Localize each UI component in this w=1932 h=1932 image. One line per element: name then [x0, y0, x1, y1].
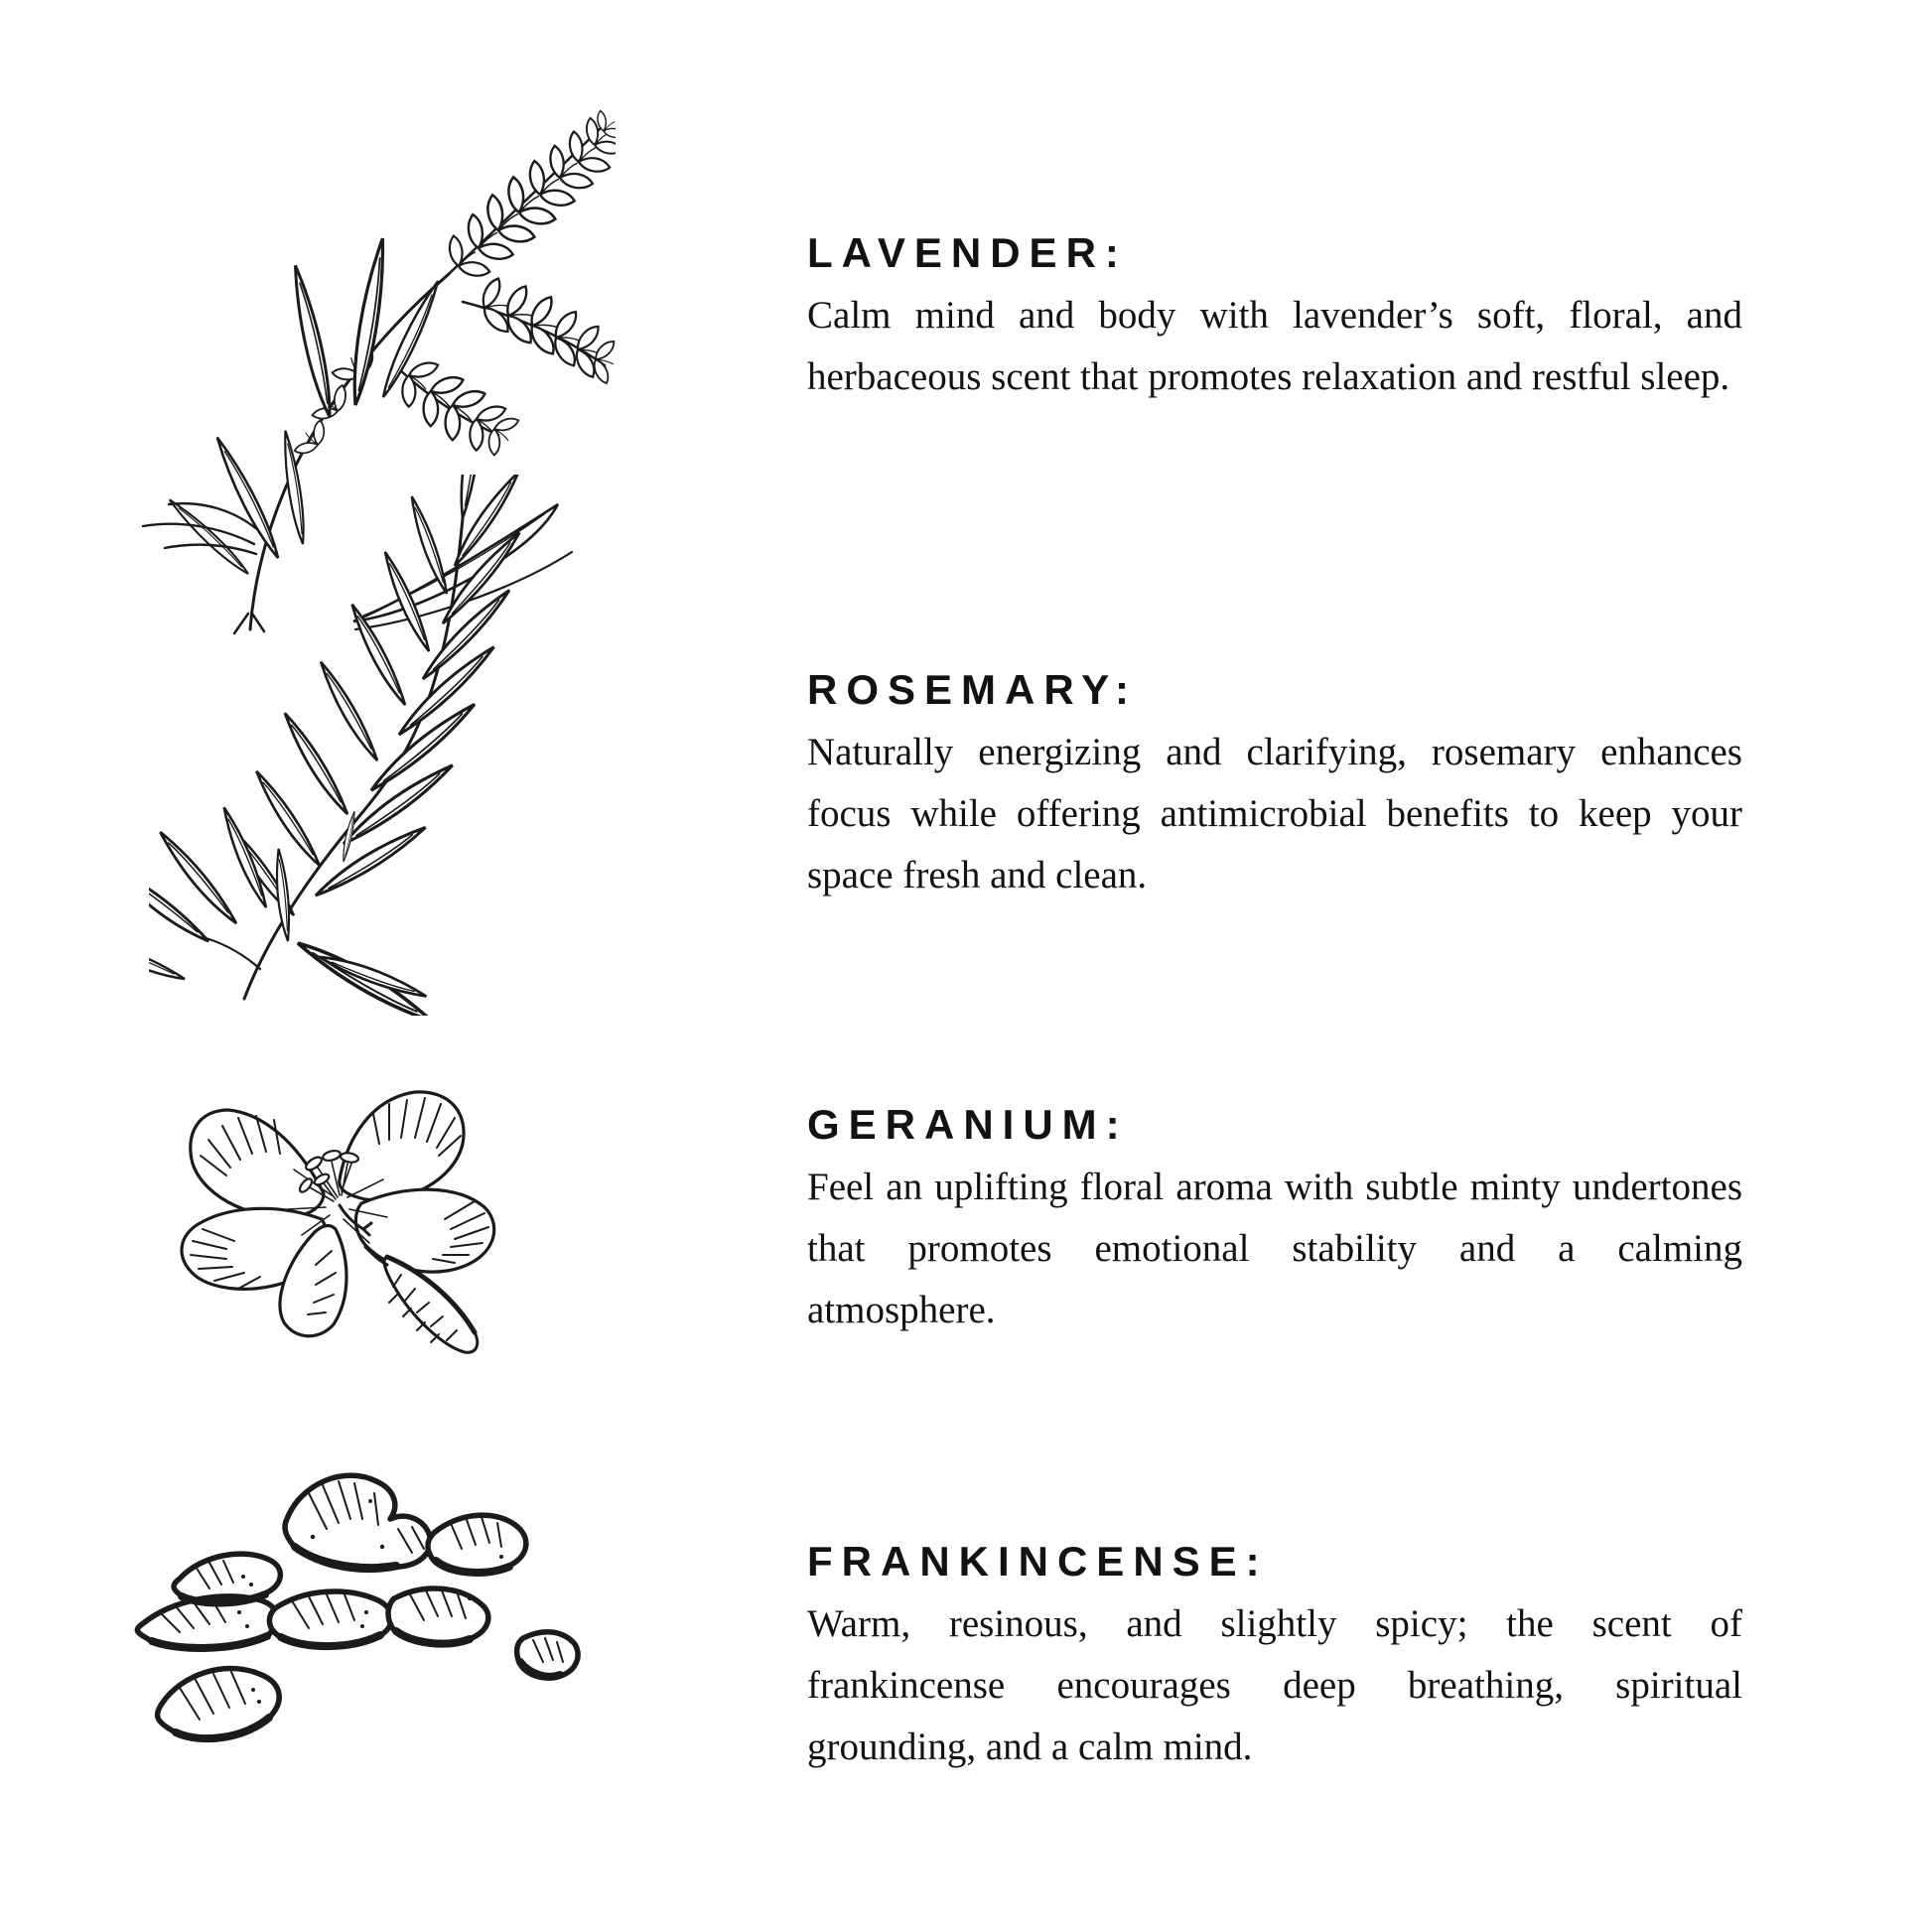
- geranium-description: Feel an uplifting floral aroma with subtle minty undertones that promotes emotional stability and a calming atmosphere.: [807, 1166, 1742, 1331]
- geranium-heading: GERANIUM:: [807, 1100, 1129, 1148]
- geranium-flower-illustration: [127, 1052, 524, 1372]
- frankincense-heading: FRANKINCENSE:: [807, 1537, 1269, 1585]
- frankincense-description: Warm, resinous, and slightly spicy; the scent of frankincense encourages deep breathing, spiritual grounding, and a calm mind.: [807, 1602, 1742, 1768]
- rosemary-sprig-illustration: [149, 475, 566, 1016]
- lavender-heading: LAVENDER:: [807, 228, 1128, 276]
- rosemary-description: Naturally energizing and clarifying, rosemary enhances focus while offering antimicrobial benefits to keep your space fresh and clean.: [807, 731, 1742, 897]
- frankincense-resin-illustration: [84, 1438, 586, 1803]
- lavender-description: Calm mind and body with lavender’s soft, floral, and herbaceous scent that promotes relaxation and restful sleep.: [807, 294, 1742, 398]
- rosemary-heading: ROSEMARY:: [807, 665, 1138, 713]
